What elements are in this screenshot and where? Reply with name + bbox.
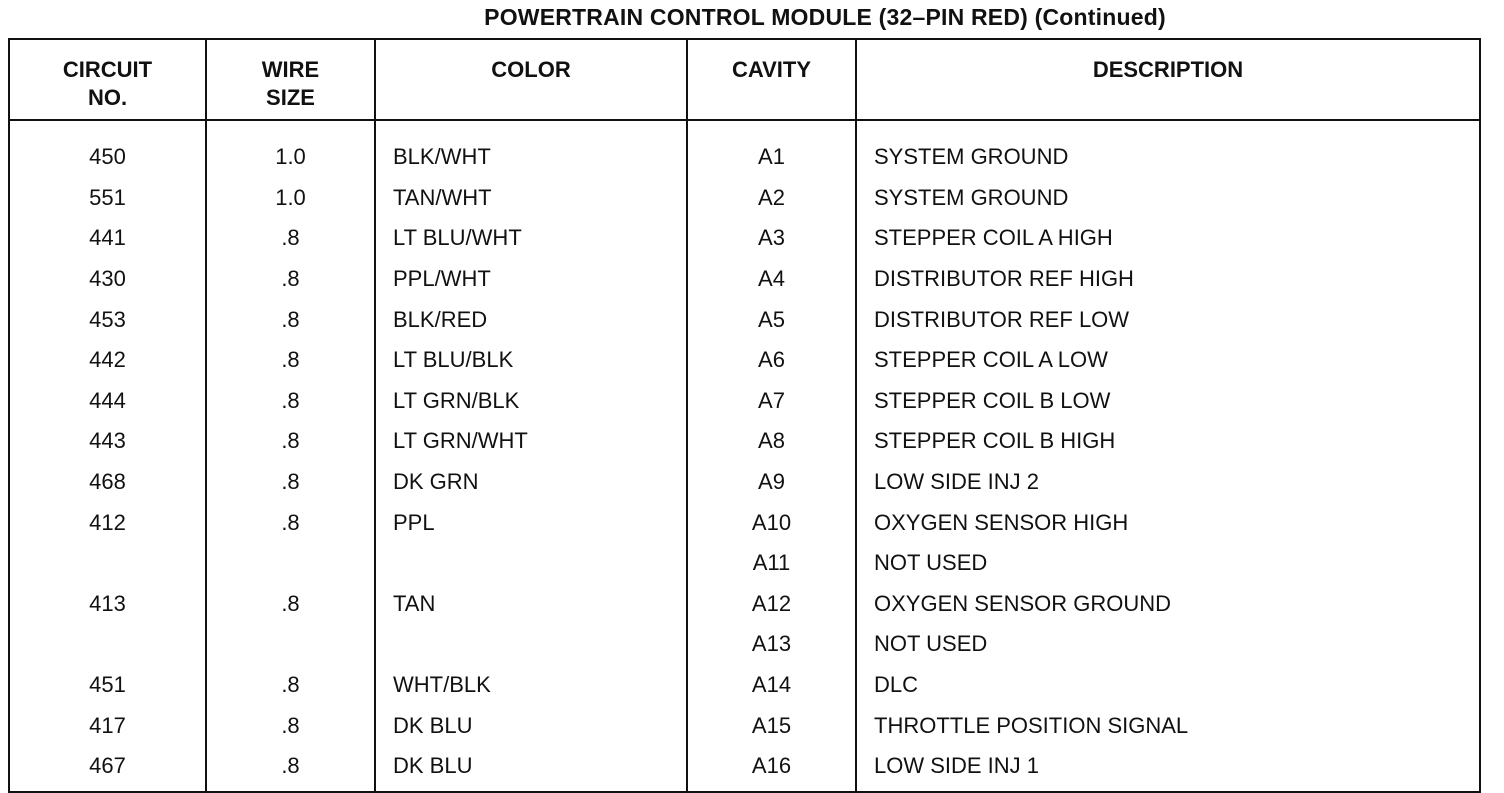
cell-description: STEPPER COIL A HIGH [874,225,1113,251]
header-row [9,39,1480,120]
header-circuit: CIRCUIT NO. [9,39,206,120]
table-row [9,624,1480,665]
cell-wire-size: .8 [206,462,375,503]
cell-circuit [9,543,206,584]
cell-cavity: A8 [687,421,856,462]
cell-circuit: 417 [9,705,206,746]
cell-cavity: A10 [687,502,856,543]
cell-description: LOW SIDE INJ 2 [874,469,1040,495]
cell-circuit: 467 [9,746,206,792]
table-row [9,502,1480,543]
cell-circuit: 413 [9,584,206,625]
cell-description: DISTRIBUTOR REF HIGH [874,266,1134,292]
cell-description: SYSTEM GROUND [874,184,1069,210]
cell-cavity: A14 [687,665,856,706]
cell-cavity: A4 [687,259,856,300]
table-row [9,746,1480,792]
table-row [9,421,1480,462]
cell-color: PPL [375,502,687,543]
cell-cavity: A2 [687,178,856,219]
cell-description: NOT USED [874,550,988,576]
cell-wire-size: .8 [206,381,375,422]
cell-cavity: A16 [687,746,856,792]
cell-wire-size: .8 [206,421,375,462]
cell-color: BLK/WHT [375,120,687,178]
cell-circuit: 442 [9,340,206,381]
header-cavity: CAVITY [687,39,856,120]
cell-cavity: A6 [687,340,856,381]
cell-wire-size: .8 [206,746,375,792]
cell-cavity: A7 [687,381,856,422]
cell-color: LT BLU/BLK [375,340,687,381]
cell-circuit: 551 [9,178,206,219]
cell-description: THROTTLE POSITION SIGNAL [874,712,1189,738]
cell-wire-size: .8 [206,584,375,625]
table-row [9,299,1480,340]
cell-color: DK BLU [375,705,687,746]
page-title: POWERTRAIN CONTROL MODULE (32–PIN RED) (Continued) [484,4,1166,30]
cell-cavity: A15 [687,705,856,746]
cell-circuit: 453 [9,299,206,340]
cell-description: DISTRIBUTOR REF LOW [874,306,1130,332]
cell-wire-size: .8 [206,259,375,300]
table-row [9,381,1480,422]
cell-circuit: 451 [9,665,206,706]
cell-circuit: 443 [9,421,206,462]
table-row [9,178,1480,219]
header-wire-size: WIRE SIZE [206,39,375,120]
cell-wire-size: .8 [206,665,375,706]
cell-description: STEPPER COIL B HIGH [874,428,1116,454]
cell-wire-size: .8 [206,705,375,746]
table-row [9,340,1480,381]
cell-color: DK BLU [375,746,687,792]
cell-description: STEPPER COIL B LOW [874,387,1111,413]
cell-cavity: A1 [687,120,856,178]
cell-cavity: A13 [687,624,856,665]
cell-description: SYSTEM GROUND [874,144,1069,170]
cell-wire-size: 1.0 [206,120,375,178]
cell-color: LT BLU/WHT [375,218,687,259]
cell-cavity: A12 [687,584,856,625]
table-row [9,218,1480,259]
cell-color: BLK/RED [375,299,687,340]
cell-circuit: 468 [9,462,206,503]
cell-wire-size: .8 [206,340,375,381]
cell-wire-size [206,624,375,665]
table-row [9,259,1480,300]
cell-color [375,543,687,584]
table-row [9,462,1480,503]
table-body [9,120,1480,792]
cell-circuit [9,624,206,665]
cell-color: DK GRN [375,462,687,503]
cell-wire-size: .8 [206,502,375,543]
cell-wire-size: 1.0 [206,178,375,219]
table-row [9,705,1480,746]
cell-wire-size: .8 [206,299,375,340]
cell-description: LOW SIDE INJ 1 [874,753,1040,779]
cell-color: PPL/WHT [375,259,687,300]
connector-table [8,38,1481,793]
cell-cavity: A11 [687,543,856,584]
cell-cavity: A3 [687,218,856,259]
cell-circuit: 412 [9,502,206,543]
cell-circuit: 441 [9,218,206,259]
cell-description: OXYGEN SENSOR GROUND [874,590,1172,616]
cell-color: LT GRN/WHT [375,421,687,462]
cell-wire-size: .8 [206,218,375,259]
table-row [9,120,1480,178]
cell-color: TAN [375,584,687,625]
cell-circuit: 450 [9,120,206,178]
header-description: DESCRIPTION [856,39,1480,120]
cell-circuit: 430 [9,259,206,300]
cell-cavity: A9 [687,462,856,503]
header-color: COLOR [375,39,687,120]
cell-cavity: A5 [687,299,856,340]
cell-color [375,624,687,665]
cell-circuit: 444 [9,381,206,422]
cell-wire-size [206,543,375,584]
table-row [9,543,1480,584]
cell-color: TAN/WHT [375,178,687,219]
cell-color: LT GRN/BLK [375,381,687,422]
cell-description: STEPPER COIL A LOW [874,347,1108,373]
cell-description: OXYGEN SENSOR HIGH [874,509,1129,535]
table-row [9,665,1480,706]
cell-description: NOT USED [874,631,988,657]
cell-description: DLC [874,672,919,698]
cell-color: WHT/BLK [375,665,687,706]
table-row [9,584,1480,625]
